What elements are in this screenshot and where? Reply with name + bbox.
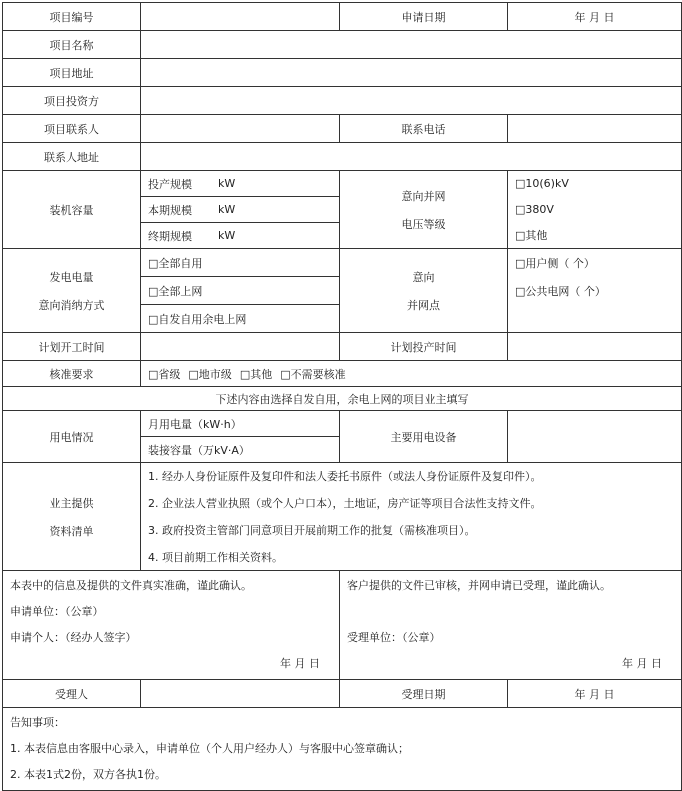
- project-address-field[interactable]: [141, 59, 682, 87]
- declaration-left-date[interactable]: 年 月 日: [280, 657, 320, 670]
- approval-option-city[interactable]: □地市级: [188, 367, 232, 381]
- owner-doc-item: 2. 企业法人营业执照（或个人户口本），土地证，房产证等项目合法性支持文件。: [148, 497, 542, 511]
- contact-phone-label: 联系电话: [340, 115, 508, 143]
- capacity-rows: [141, 171, 339, 248]
- plan-operation-field[interactable]: [508, 333, 682, 361]
- installed-capacity-field[interactable]: 装接容量（万kV·A）: [148, 443, 250, 457]
- project-no-field[interactable]: [141, 3, 340, 31]
- owner-docs-list: [141, 463, 681, 570]
- grid-point-options: [508, 249, 681, 305]
- notice-item: 2. 本表1式2份，双方各执1份。: [10, 768, 166, 781]
- capacity-label: 装机容量: [3, 171, 141, 249]
- project-address-label: 项目地址: [3, 59, 141, 87]
- contact-phone-field[interactable]: [508, 115, 682, 143]
- grid-point-option-user[interactable]: □用户侧（ 个）: [515, 257, 595, 270]
- section-note: 下述内容由选择自发自用，余电上网的项目业主填写: [3, 387, 682, 411]
- accept-unit-seal[interactable]: 受理单位：（公章）: [347, 631, 441, 644]
- approval-options: [141, 361, 682, 387]
- project-name-label: 项目名称: [3, 31, 141, 59]
- grid-point-option-public[interactable]: □公共电网（ 个）: [515, 285, 606, 298]
- plan-start-label: 计划开工时间: [3, 333, 141, 361]
- power-use-label: 用电情况: [3, 411, 141, 463]
- project-no-label: 项目编号: [3, 3, 141, 31]
- contact-address-label: 联系人地址: [3, 143, 141, 171]
- contact-address-field[interactable]: [141, 143, 682, 171]
- notice-section: [3, 708, 682, 791]
- voltage-options: [508, 171, 681, 248]
- main-equipment-field[interactable]: [508, 411, 682, 463]
- apply-person-signature[interactable]: 申请个人：（经办人签字）: [10, 631, 137, 644]
- approval-option-other[interactable]: □其他: [239, 367, 273, 381]
- declaration-right-date[interactable]: 年 月 日: [622, 657, 662, 670]
- main-equipment-label: 主要用电设备: [340, 411, 508, 463]
- plan-start-field[interactable]: [141, 333, 340, 361]
- contact-person-label: 项目联系人: [3, 115, 141, 143]
- consumption-option-surplus-grid[interactable]: □自发自用余电上网: [148, 312, 247, 326]
- voltage-option-10kv[interactable]: □10(6)kV: [515, 177, 569, 191]
- notice-item: 1. 本表信息由客服中心录入，申请单位（个人用户经办人）与客服中心签章确认；: [10, 742, 409, 755]
- capacity-row[interactable]: 投产规模 kW: [141, 171, 339, 197]
- notice-title: 告知事项：: [10, 716, 65, 729]
- apply-date-field[interactable]: 年 月 日: [508, 3, 682, 31]
- grid-point-label: 意向 并网点: [340, 249, 508, 333]
- acceptor-field[interactable]: [141, 680, 340, 708]
- approval-label: 核准要求: [3, 361, 141, 387]
- monthly-usage-field[interactable]: 月用电量（kW·h）: [141, 411, 339, 437]
- grid-connection-application-form: [2, 2, 682, 791]
- declaration-left-text: 本表中的信息及提供的文件真实准确，谨此确认。: [10, 579, 252, 592]
- approval-option-none[interactable]: □不需要核准: [280, 367, 346, 381]
- contact-person-field[interactable]: [141, 115, 340, 143]
- acceptor-declaration: [340, 571, 682, 680]
- approval-option-province[interactable]: □省级: [148, 367, 181, 381]
- project-name-field[interactable]: [141, 31, 682, 59]
- consumption-option-self-use[interactable]: □全部自用: [141, 249, 339, 277]
- plan-operation-label: 计划投产时间: [340, 333, 508, 361]
- consumption-option-full-grid[interactable]: □全部上网: [141, 277, 339, 305]
- accept-date-label: 受理日期: [340, 680, 508, 708]
- acceptor-label: 受理人: [3, 680, 141, 708]
- apply-unit-seal[interactable]: 申请单位：（公章）: [10, 605, 104, 618]
- capacity-row[interactable]: 终期规模 kW: [148, 229, 236, 243]
- accept-date-field[interactable]: 年 月 日: [508, 680, 682, 708]
- owner-doc-item: 1. 经办人身份证原件及复印件和法人委托书原件（或法人身份证原件及复印件）。: [148, 470, 542, 484]
- investor-field[interactable]: [141, 87, 682, 115]
- grid-voltage-label: 意向并网 电压等级: [340, 171, 508, 249]
- capacity-row[interactable]: 本期规模 kW: [141, 197, 339, 223]
- investor-label: 项目投资方: [3, 87, 141, 115]
- consumption-options: [141, 249, 339, 332]
- owner-doc-item: 3. 政府投资主管部门同意项目开展前期工作的批复（需核准项目）。: [148, 523, 476, 537]
- declaration-right-text: 客户提供的文件已审核，并网申请已受理，谨此确认。: [347, 579, 611, 592]
- consumption-label: 发电电量 意向消纳方式: [3, 249, 141, 333]
- voltage-option-other[interactable]: □其他: [515, 229, 548, 243]
- owner-doc-item: 4. 项目前期工作相关资料。: [148, 550, 283, 564]
- applicant-declaration: [3, 571, 340, 680]
- voltage-option-380v[interactable]: □380V: [515, 203, 554, 216]
- owner-docs-label: 业主提供 资料清单: [3, 463, 141, 571]
- apply-date-label: 申请日期: [340, 3, 508, 31]
- power-use-rows: [141, 411, 339, 462]
